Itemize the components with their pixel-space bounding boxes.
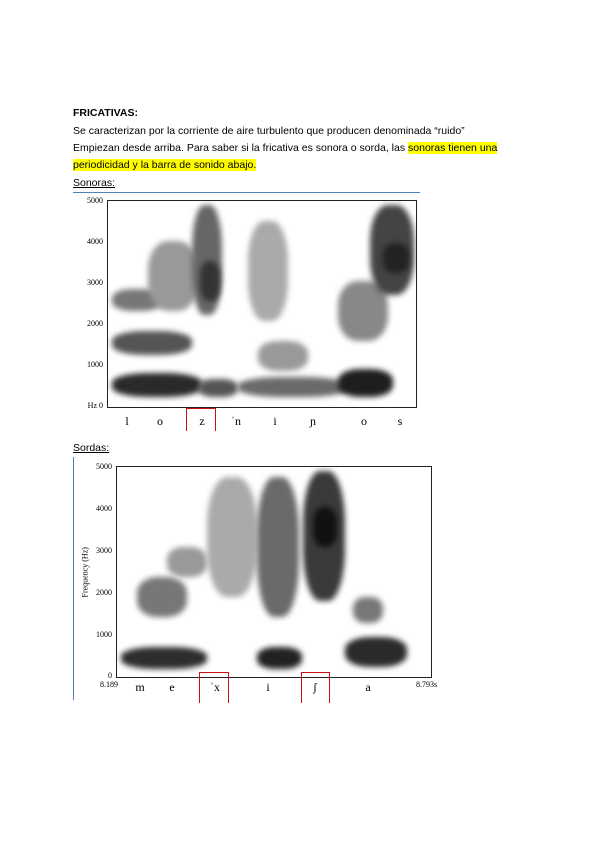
y-tick: 4000 xyxy=(87,237,103,246)
segment-label: ɲ xyxy=(310,414,316,428)
y-tick: 5000 xyxy=(87,196,103,205)
sonoras-spectrogram-figure xyxy=(73,194,420,434)
section-heading: FRICATIVAS: xyxy=(73,107,138,119)
segment-label: i xyxy=(266,680,270,694)
highlighted-text-2: periodicidad y la barra de sonido abajo. xyxy=(73,159,257,171)
explanation-line-2 xyxy=(73,157,256,174)
y-tick: 4000 xyxy=(96,504,112,513)
time-end: 8.793s xyxy=(416,680,438,689)
segment-label: o xyxy=(361,414,367,428)
highlight-box xyxy=(199,672,229,703)
y-tick: 1000 xyxy=(96,630,112,639)
y-tick: 1000 xyxy=(87,360,103,369)
definition-line: Se caracterizan por la corriente de aire turbulento que producen denominada “ruido” xyxy=(73,125,465,137)
y-tick: Hz 0 xyxy=(87,401,103,410)
sordas-spectrogram xyxy=(116,466,432,678)
sordas-label: Sordas: xyxy=(73,442,110,454)
sordas-rule xyxy=(73,457,74,700)
y-tick: 3000 xyxy=(87,278,103,287)
segment-label: ˈn xyxy=(231,414,241,428)
y-tick: 2000 xyxy=(96,588,112,597)
y-axis-label: Frequency (Hz) xyxy=(80,547,90,598)
segment-label: m xyxy=(135,680,145,694)
y-tick: 2000 xyxy=(87,319,103,328)
segment-label: a xyxy=(365,680,371,694)
sonoras-rule xyxy=(73,192,420,193)
segment-label: o xyxy=(157,414,163,428)
highlight-box xyxy=(186,408,216,431)
explanation-line xyxy=(73,140,497,157)
segment-label: l xyxy=(125,414,129,428)
segment-label: z xyxy=(199,414,205,428)
sonoras-spectrogram xyxy=(107,200,417,408)
highlight-box xyxy=(301,672,330,703)
y-tick: 0 xyxy=(108,671,112,680)
segment-label: ˈx xyxy=(210,680,220,694)
explanation-text: Empiezan desde arriba. Para saber si la fricativa es sonora o sorda, las xyxy=(73,142,409,154)
sonoras-label: Sonoras: xyxy=(73,177,116,189)
segment-label: s xyxy=(397,414,403,428)
y-tick: 5000 xyxy=(96,462,112,471)
segment-label: i xyxy=(273,414,277,428)
highlighted-text: sonoras tienen una xyxy=(408,142,498,154)
segment-label: e xyxy=(169,680,175,694)
time-start: 8.189 xyxy=(100,680,118,689)
sordas-spectrogram-figure xyxy=(76,458,446,702)
y-tick: 3000 xyxy=(96,546,112,555)
segment-label: ʃ xyxy=(313,680,317,694)
